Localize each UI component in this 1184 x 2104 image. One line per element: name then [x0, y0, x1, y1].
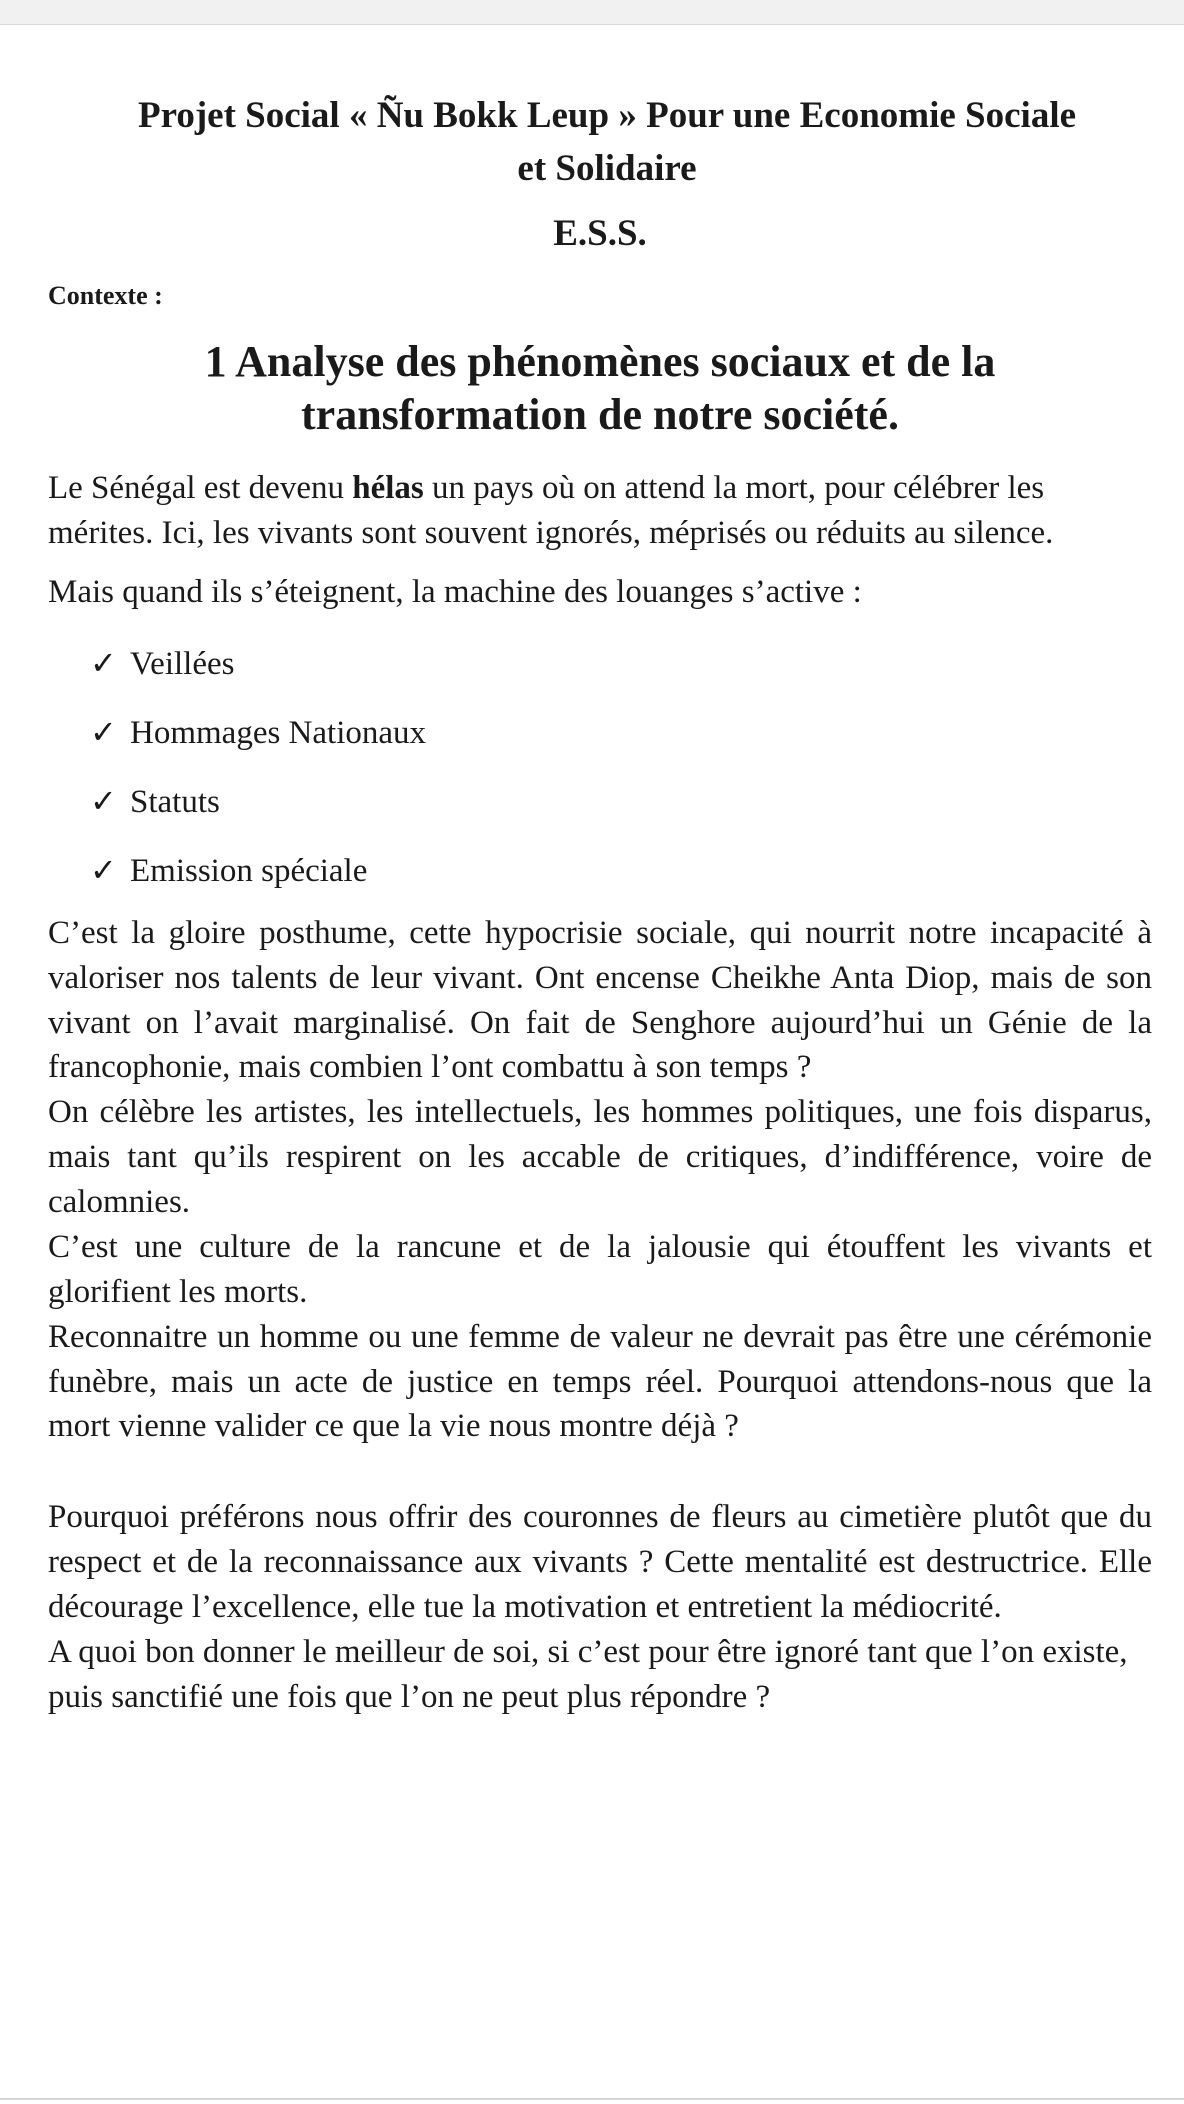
list-item: [90, 698, 1152, 767]
context-label: Contexte :: [48, 280, 163, 310]
check-icon: ✓: [90, 850, 117, 889]
bottom-divider: [0, 2098, 1184, 2100]
document-acronym: E.S.S.: [553, 212, 647, 254]
section-heading: 1 Analyse des phénomènes sociaux et de la transformation de notre société.: [204, 336, 996, 440]
checklist: [48, 629, 1152, 905]
list-item-label: Emission spéciale: [130, 852, 368, 889]
intro-paragraph: [48, 466, 1152, 556]
document-title: Projet Social « Ñu Bokk Leup » Pour une Economie Sociale et Solidaire: [137, 95, 1077, 189]
intro-text-end: un pays où on attend la mort, pour célébrer les mérites. Ici, les vivants sont souvent ignorés, méprisés ou réduits au silence.: [48, 470, 1054, 552]
list-intro: Mais quand ils s’éteignent, la machine des louanges s’active :: [48, 573, 862, 610]
body-paragraph: A quoi bon donner le meilleur de soi, si c’est pour être ignoré tant que l’on existe, puis sanctifié une fois que l’on ne peut plus répondre ?: [48, 1633, 1128, 1715]
list-item: [90, 629, 1152, 698]
list-item: [90, 836, 1152, 905]
intro-text-start: Le Sénégal est devenu: [48, 470, 353, 507]
body-paragraph: Reconnaitre un homme ou une femme de valeur ne devrait pas être une cérémonie funèbre, mais un acte de justice en temps réel. Pourquoi attendons-nous que la mort vienne valider ce que la vie nous montre déjà ?: [48, 1318, 1152, 1445]
check-icon: ✓: [90, 781, 117, 820]
body-paragraph: Pourquoi préférons nous offrir des couronnes de fleurs au cimetière plutôt que du respect et de la reconnaissance aux vivants ? Cette mentalité est destructrice. Elle décourage l’excellence, elle tue la motivation et entretient la médiocrité.: [48, 1499, 1152, 1626]
body-paragraph: On célèbre les artistes, les intellectuels, les hommes politiques, une fois disparus, mais tant qu’ils respirent on les accable de critiques, d’indifférence, voire de calomnies.: [48, 1094, 1152, 1221]
body-paragraph: C’est une culture de la rancune et de la jalousie qui étouffent les vivants et glorifient les morts.: [48, 1228, 1152, 1310]
list-item-label: Hommages Nationaux: [130, 714, 427, 751]
list-item-label: Veillées: [130, 645, 235, 682]
intro-bold-word: hélas: [352, 470, 424, 507]
check-icon: ✓: [90, 712, 117, 751]
document-page: [48, 90, 1152, 1720]
list-item: [90, 767, 1152, 836]
list-item-label: Statuts: [130, 783, 220, 820]
body-paragraph: C’est la gloire posthume, cette hypocrisie sociale, qui nourrit notre incapacité à valoriser nos talents de leur vivant. Ont encense Cheikhe Anta Diop, mais de son vivant on l’avait marginalisé. On fait de Senghore aujourd’hui un Génie de la francophonie, mais combien l’ont combattu à son temps ?: [48, 914, 1152, 1086]
check-icon: ✓: [90, 643, 117, 682]
top-toolbar-strip: [0, 0, 1184, 25]
